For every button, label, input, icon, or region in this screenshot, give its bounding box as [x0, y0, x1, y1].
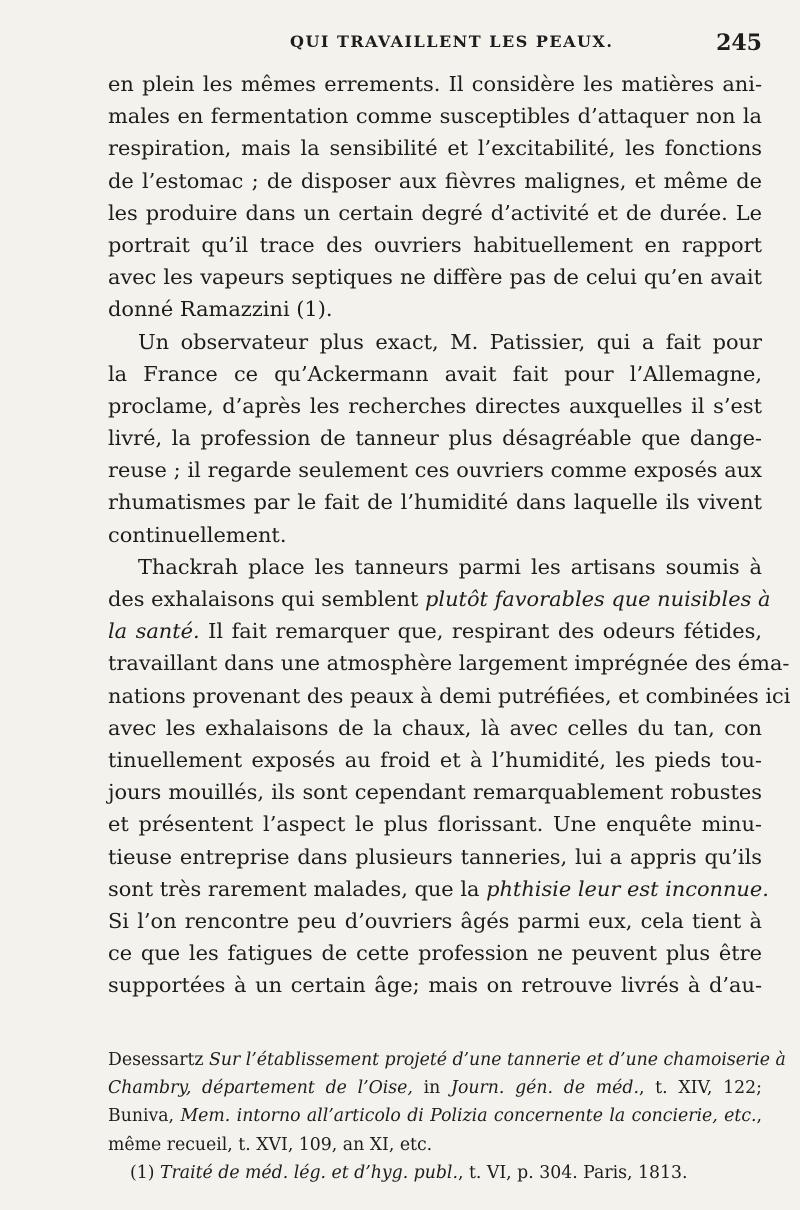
- text-line: ce que les fatigues de cette profession ne peuvent plus être: [108, 941, 762, 966]
- footnote-line: [108, 1159, 762, 1187]
- footnote-title: Traité de méd. lég. et d’hyg. publ.: [159, 1162, 458, 1183]
- text-line: continuellement.: [108, 522, 287, 547]
- page-number: 245: [716, 30, 762, 56]
- body-text: [108, 68, 791, 1001]
- footnote-text: in: [423, 1078, 441, 1099]
- footnote-line: même recueil, t. XVI, 109, an XI, etc.: [108, 1134, 433, 1155]
- footnote-author: Buniva,: [108, 1106, 175, 1127]
- text-segment: sont très rarement malades, que la: [108, 876, 480, 901]
- footnote-line: [108, 1102, 762, 1130]
- text-line: tinuellement exposés au froid et à l’humidité, les pieds tou-: [108, 747, 762, 772]
- text-line: reuse ; il regarde seulement ces ouvriers comme exposés aux: [108, 458, 762, 483]
- text-line: en plein les mêmes errements. Il considère les matières ani-: [108, 72, 762, 96]
- footnote-marker: (1): [130, 1162, 155, 1183]
- text-line: Thackrah place les tanneurs parmi les artisans soumis à: [138, 554, 762, 579]
- text-line: les produire dans un certain degré d’activité et de durée. Le: [108, 200, 762, 225]
- text-line: proclame, d’après les recherches directes auxquelles il s’est: [108, 393, 762, 418]
- italic-phrase: la santé.: [108, 619, 200, 644]
- text-line: Si l’on rencontre peu d’ouvriers âgés parmi eux, cela tient à: [108, 908, 762, 933]
- page-header: [110, 30, 762, 60]
- text-line: supportées à un certain âge; mais on retrouve livrés à d’au-: [108, 973, 762, 998]
- text-line: Un observateur plus exact, M. Patissier, qui a fait pour: [138, 329, 762, 354]
- footnotes: [108, 1046, 786, 1187]
- text-line: respiration, mais la sensibilité et l’excitabilité, les fonctions: [108, 136, 762, 161]
- text-segment: Il fait remarquer que, respirant des odeurs fétides,: [208, 619, 763, 644]
- footnote-journal: Journ. gén. de méd.: [451, 1078, 639, 1099]
- text-line: portrait qu’il trace des ouvriers habituellement en rapport: [108, 232, 762, 257]
- footnote-author: Desessartz: [108, 1050, 204, 1070]
- footnote-line: [108, 1046, 786, 1074]
- text-line: rhumatismes par le fait de l’humidité dans laquelle ils vivent: [108, 490, 762, 515]
- text-line: [108, 873, 769, 905]
- footnote-text: , t. VI, p. 304. Paris, 1813.: [457, 1162, 688, 1183]
- text-line: travaillant dans une atmosphère largement imprégnée des éma-: [108, 651, 790, 676]
- italic-phrase: phthisie leur est inconnue.: [486, 876, 769, 901]
- text-line: jours mouillés, ils sont cependant remarquablement robustes: [108, 780, 762, 805]
- italic-phrase: plutôt favorables que nuisibles à: [425, 587, 771, 611]
- footnote-title: Mem. intorno all’articolo di Polizia concernente la concierie, etc.: [180, 1106, 757, 1127]
- text-line: males en fermentation comme susceptibles d’attaquer non la: [108, 104, 762, 129]
- footnote-title: Sur l’établissement projeté d’une tannerie et d’une chamoiserie à: [209, 1050, 786, 1070]
- text-line: livré, la profession de tanneur plus désagréable que dange-: [108, 426, 762, 451]
- text-line: [108, 615, 762, 647]
- text-line: avec les vapeurs septiques ne diffère pas de celui qu’en avait: [108, 265, 762, 290]
- text-line: de l’estomac ; de disposer aux fièvres malignes, et même de: [108, 168, 762, 193]
- footnote-title: Chambry, département de l’Oise,: [108, 1078, 413, 1099]
- footnote-text: , t. XIV, 122;: [638, 1078, 762, 1099]
- text-line: [108, 583, 771, 615]
- text-line: la France ce qu’Ackermann avait fait pour l’Allemagne,: [108, 361, 762, 386]
- text-line: et présentent l’aspect le plus florissant. Une enquête minu-: [108, 812, 762, 837]
- running-head: QUI TRAVAILLENT LES PEAUX.: [290, 32, 614, 51]
- footnote-text: ,: [756, 1106, 762, 1127]
- footnote-line: [108, 1074, 762, 1102]
- text-segment: des exhalaisons qui semblent: [108, 587, 419, 611]
- text-line: nations provenant des peaux à demi putréfiées, et combinées ici: [108, 683, 791, 708]
- text-line: avec les exhalaisons de la chaux, là avec celles du tan, con: [108, 715, 762, 740]
- text-line: tieuse entreprise dans plusieurs tanneries, lui a appris qu’ils: [108, 844, 762, 869]
- text-line: donné Ramazzini (1).: [108, 297, 333, 322]
